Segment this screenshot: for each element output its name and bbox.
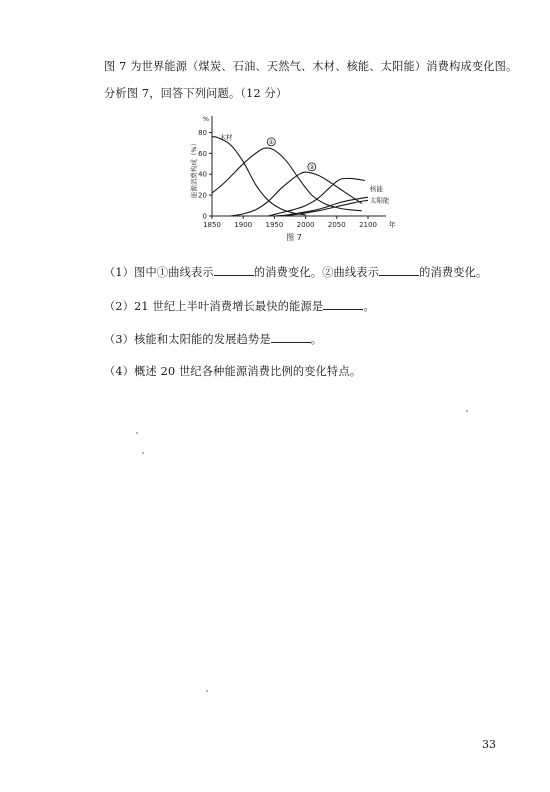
series-line-5 xyxy=(274,197,368,216)
y-axis-title: 能源消费构成（%） xyxy=(190,139,198,199)
answer-blank-1b[interactable] xyxy=(379,265,419,276)
y-tick-label: 60 xyxy=(198,149,207,158)
series-label-2: ② xyxy=(309,164,315,172)
y-tick-label: 80 xyxy=(198,128,207,137)
scan-speck xyxy=(466,410,468,412)
energy-consumption-chart xyxy=(190,112,415,262)
y-tick-label: 0 xyxy=(202,212,207,221)
chart-ticks xyxy=(198,129,377,229)
scan-speck xyxy=(136,432,138,434)
question-2-text-a: （2）21 世纪上半叶消费增长最快的能源是 xyxy=(104,300,324,313)
intro-line-1: 图 7 为世界能源（煤炭、石油、天然气、木材、核能、太阳能）消费构成变化图。 xyxy=(104,60,518,73)
chart-caption: 图 7 xyxy=(286,233,302,242)
series-label-nuclear: 核能 xyxy=(369,184,383,193)
scan-speck xyxy=(206,690,208,692)
question-4: （4）概述 20 世纪各种能源消费比例的变化特点。 xyxy=(104,365,362,378)
scan-speck xyxy=(142,452,144,454)
x-tick-label: 2000 xyxy=(296,221,315,229)
question-3-text-b: 。 xyxy=(310,333,323,346)
series-label-wood: 木材 xyxy=(219,133,233,142)
x-tick-label: 1850 xyxy=(203,221,221,229)
x-tick-label: 2100 xyxy=(359,221,377,229)
question-3 xyxy=(104,331,322,347)
answer-blank-2[interactable] xyxy=(323,299,363,310)
question-3-text-a: （3）核能和太阳能的发展趋势是 xyxy=(104,333,271,346)
x-tick-label: 1900 xyxy=(234,221,253,229)
question-1-text-a: （1）图中①曲线表示 xyxy=(104,266,214,279)
y-tick-label: 20 xyxy=(198,191,207,200)
x-unit-label: 年 xyxy=(388,221,396,229)
page-number: 33 xyxy=(482,738,496,751)
x-tick-label: 2050 xyxy=(327,221,346,229)
x-tick-label: 1950 xyxy=(265,221,284,229)
series-line-1 xyxy=(212,137,306,215)
question-1 xyxy=(104,264,487,280)
y-tick-label: 40 xyxy=(198,170,207,179)
answer-blank-1a[interactable] xyxy=(214,265,254,276)
series-label-1: ① xyxy=(268,139,274,147)
question-2 xyxy=(104,298,375,314)
question-2-text-b: 。 xyxy=(363,300,375,313)
y-unit-label: % xyxy=(202,115,210,123)
chart-series xyxy=(212,137,368,216)
answer-blank-3[interactable] xyxy=(271,332,311,343)
series-label-solar: 太阳能 xyxy=(369,196,390,205)
question-1-text-b: 的消费变化。②曲线表示 xyxy=(253,266,380,279)
intro-line-2: 分析图 7，回答下列问题。（12 分） xyxy=(104,87,288,100)
chart-axes xyxy=(212,116,386,216)
question-1-text-c: 的消费变化。 xyxy=(419,266,488,279)
